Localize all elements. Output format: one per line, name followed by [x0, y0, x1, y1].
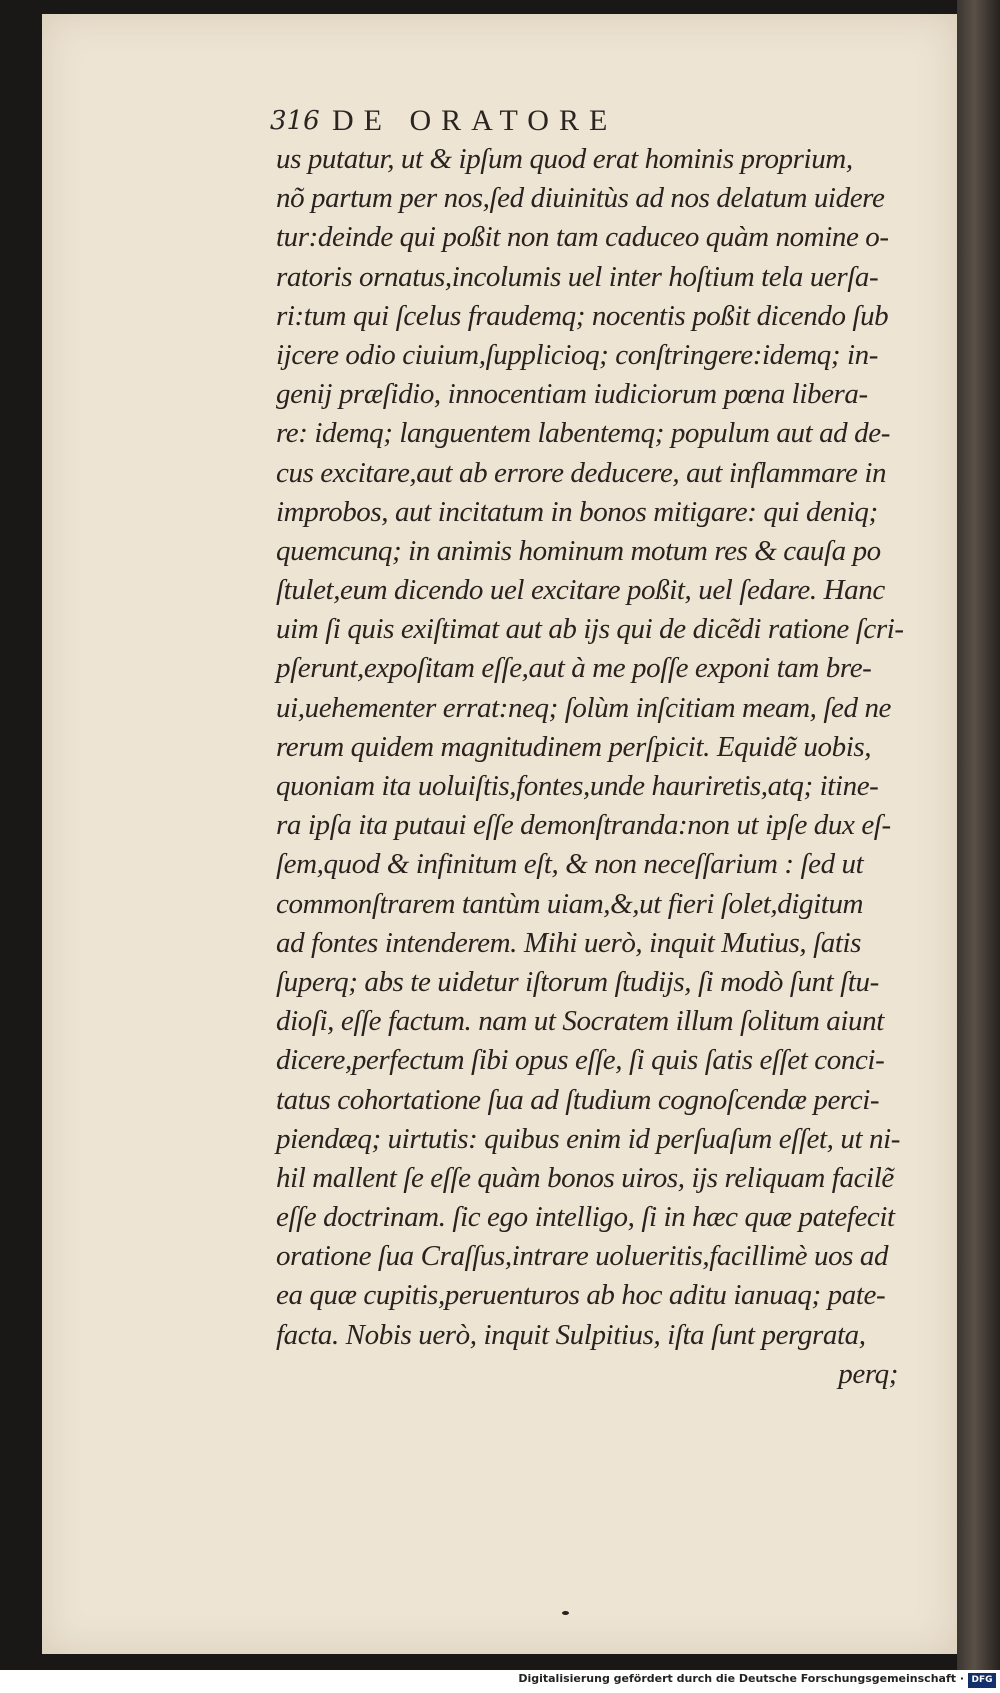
- text-line: facta. Nobis uerò, inquit Sulpitius, iſta ſunt pergrata,: [276, 1318, 866, 1351]
- text-line: tatus cohortatione ſua ad ſtudium cognoſcendæ perci-: [276, 1083, 880, 1116]
- text-line: rerum quidem magnitudinem perſpicit. Equidẽ uobis,: [276, 730, 872, 763]
- text-line: ratoris ornatus,incolumis uel inter hoſtium tela uerſa-: [276, 260, 879, 293]
- text-line: ad fontes intenderem. Mihi uerò, inquit Mutius, ſatis: [276, 926, 862, 959]
- text-line: improbos, aut incitatum in bonos mitigare: qui deniq;: [276, 495, 878, 528]
- text-line: genij præſidio, innocentiam iudiciorum pœna libera-: [276, 378, 868, 411]
- page-edge: [957, 0, 1000, 1670]
- text-line: quemcunq; in animis hominum motum res & cauſa po: [276, 534, 881, 567]
- text-line: ea quæ cupitis,peruenturos ab hoc aditu ianuaq; pate-: [276, 1279, 886, 1312]
- body-text: [276, 140, 916, 1394]
- text-line: oratione ſua Craſſus,intrare uolueritis,facillimè uos ad: [276, 1240, 889, 1273]
- footer-bar: [0, 1670, 1000, 1693]
- text-line: dioſi, eſſe factum. nam ut Socratem illum ſolitum aiunt: [276, 1005, 884, 1038]
- text-line: ſuperq; abs te uidetur iſtorum ſtudijs, ſi modò ſunt ſtu-: [276, 965, 879, 998]
- text-line: us putatur, ut & ipſum quod erat hominis proprium,: [276, 143, 853, 175]
- dfg-logo[interactable]: DFG: [968, 1673, 996, 1688]
- text-line: ri:tum qui ſcelus fraudemq; nocentis poßit dicendo ſub: [276, 299, 889, 332]
- text-line: tur:deinde qui poßit non tam caduceo quàm nomine o-: [276, 221, 889, 254]
- running-title: DE ORATORE: [332, 104, 618, 137]
- page-header: [270, 104, 890, 144]
- text-line: quoniam ita uoluiſtis,fontes,unde hauriretis,atq; itine-: [276, 770, 879, 802]
- catchword: perq;: [838, 1357, 898, 1390]
- text-line: dicere,perfectum ſibi opus eſſe, ſi quis ſatis eſſet conci-: [276, 1044, 885, 1077]
- text-line: uim ſi quis exiſtimat aut ab ijs qui de dicẽdi ratione ſcri-: [276, 613, 904, 646]
- text-line: ſem,quod & infinitum eſt, & non neceſſarium : ſed ut: [276, 848, 864, 881]
- text-line: eſſe doctrinam. ſic ego intelligo, ſi in hæc quæ patefecit: [276, 1201, 895, 1234]
- text-line: ra ipſa ita putaui eſſe demonſtranda:non ut ipſe dux eſ-: [276, 809, 891, 842]
- text-line: piendæq; uirtutis: quibus enim id perſuaſum eſſet, ut ni-: [276, 1122, 901, 1155]
- funding-credit: Digitalisierung gefördert durch die Deutsche Forschungsgemeinschaft ·: [518, 1672, 964, 1685]
- text-line: pſerunt,expoſitam eſſe,aut à me poſſe exponi tam bre-: [276, 652, 872, 685]
- ink-mark: [562, 1611, 569, 1615]
- text-line: hil mallent ſe eſſe quàm bonos uiros, ijs reliquam facilẽ: [276, 1161, 894, 1194]
- text-line: ijcere odio ciuium,ſupplicioq; conſtringere:idemq; in-: [276, 338, 879, 371]
- text-line: re: idemq; languentem labentemq; populum aut ad de-: [276, 417, 890, 450]
- page-number: 316: [270, 106, 320, 136]
- text-line: commonſtrarem tantùm uiam,&,ut fieri ſolet,digitum: [276, 887, 864, 920]
- text-line: cus excitare,aut ab errore deducere, aut inflammare in: [276, 456, 887, 489]
- text-line: ui,uehementer errat:neq; ſolùm inſcitiam meam, ſed ne: [276, 691, 892, 724]
- text-line: ſtulet,eum dicendo uel excitare poßit, uel ſedare. Hanc: [276, 574, 885, 607]
- text-line: nõ partum per nos,ſed diuinitùs ad nos delatum uidere: [276, 182, 885, 215]
